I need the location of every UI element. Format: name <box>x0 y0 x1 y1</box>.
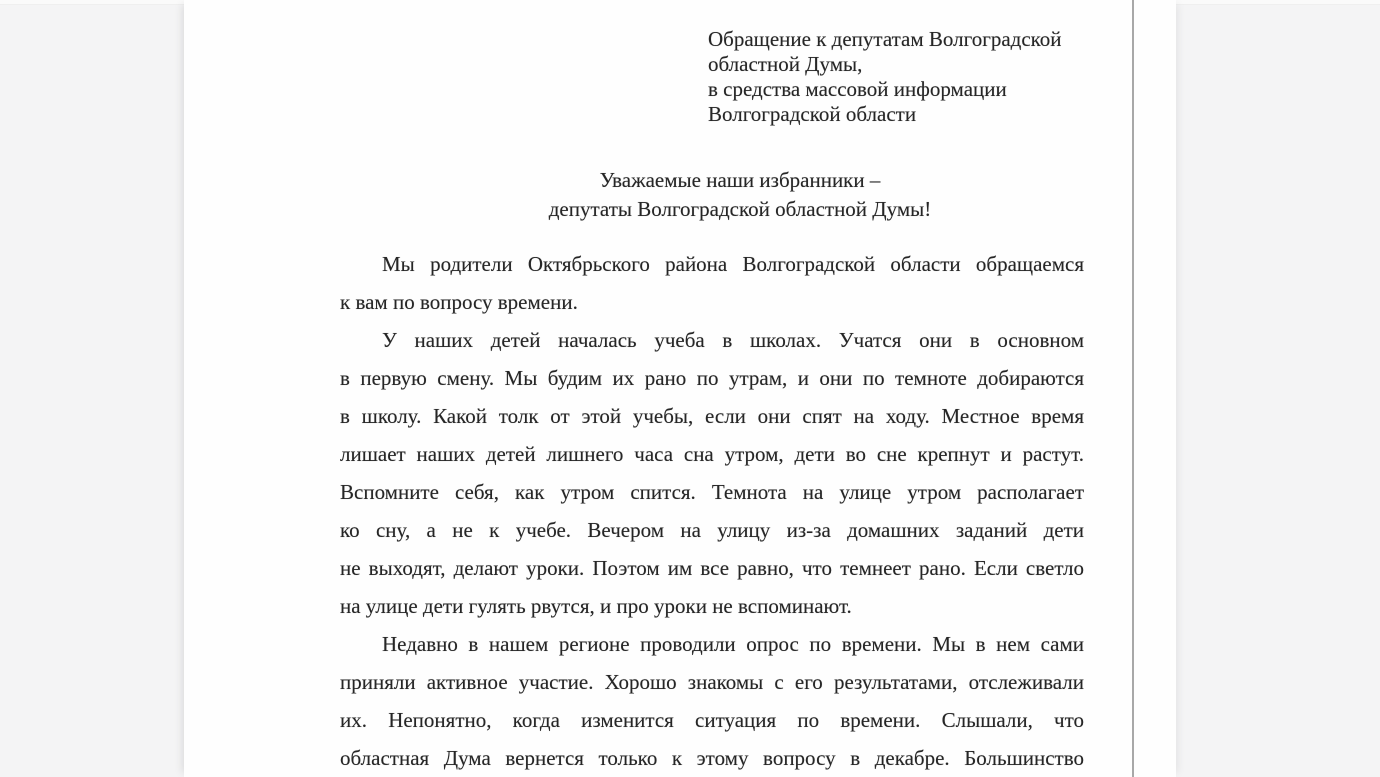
body-line: не выходят, делают уроки. Поэтом им все равно, что темнеет рано. Если светло <box>340 556 1084 580</box>
addressee-line: областной Думы, <box>708 52 863 76</box>
body-line: Мы родители Октябрьского района Волгоградской области обращаемся <box>382 252 1084 276</box>
document-body <box>340 245 1084 777</box>
body-line: их. Непонятно, когда изменится ситуация по времени. Слышали, что <box>340 708 1084 732</box>
body-line: в первую смену. Мы будим их рано по утрам, и они по темноте добираются <box>340 366 1084 390</box>
body-line: Недавно в нашем регионе проводили опрос по времени. Мы в нем сами <box>382 632 1084 656</box>
body-line: к вам по вопросу времени. <box>340 290 578 314</box>
document-page <box>184 0 1176 777</box>
body-line: приняли активное участие. Хорошо знакомы с его результатами, отслеживали <box>340 670 1084 694</box>
body-line: областная Дума вернется только к этому вопросу в декабре. Большинство <box>340 746 1084 770</box>
body-line: Вспомните себя, как утром спится. Темнота на улице утром располагает <box>340 480 1084 504</box>
addressee-line: Обращение к депутатам Волгоградской <box>708 27 1062 51</box>
scan-edge-line <box>1132 0 1134 777</box>
salutation-line: депутаты Волгоградской областной Думы! <box>548 197 932 221</box>
body-line: ко сну, а не к учебе. Вечером на улицу из-за домашних заданий дети <box>340 518 1084 542</box>
body-line: в школу. Какой толк от этой учебы, если они спят на ходу. Местное время <box>340 404 1084 428</box>
addressee-line: в средства массовой информации <box>708 77 1007 101</box>
body-line: лишает наших детей лишнего часа сна утром, дети во сне крепнут и растут. <box>340 442 1084 466</box>
body-line: на улице дети гулять рвутся, и про уроки не вспоминают. <box>340 594 852 618</box>
salutation-block <box>368 166 1112 224</box>
addressee-line: Волгоградской области <box>708 102 917 126</box>
body-line: У наших детей началась учеба в школах. Учатся они в основном <box>382 328 1084 352</box>
salutation-line: Уважаемые наши избранники – <box>599 168 881 192</box>
addressee-block <box>708 27 1108 127</box>
